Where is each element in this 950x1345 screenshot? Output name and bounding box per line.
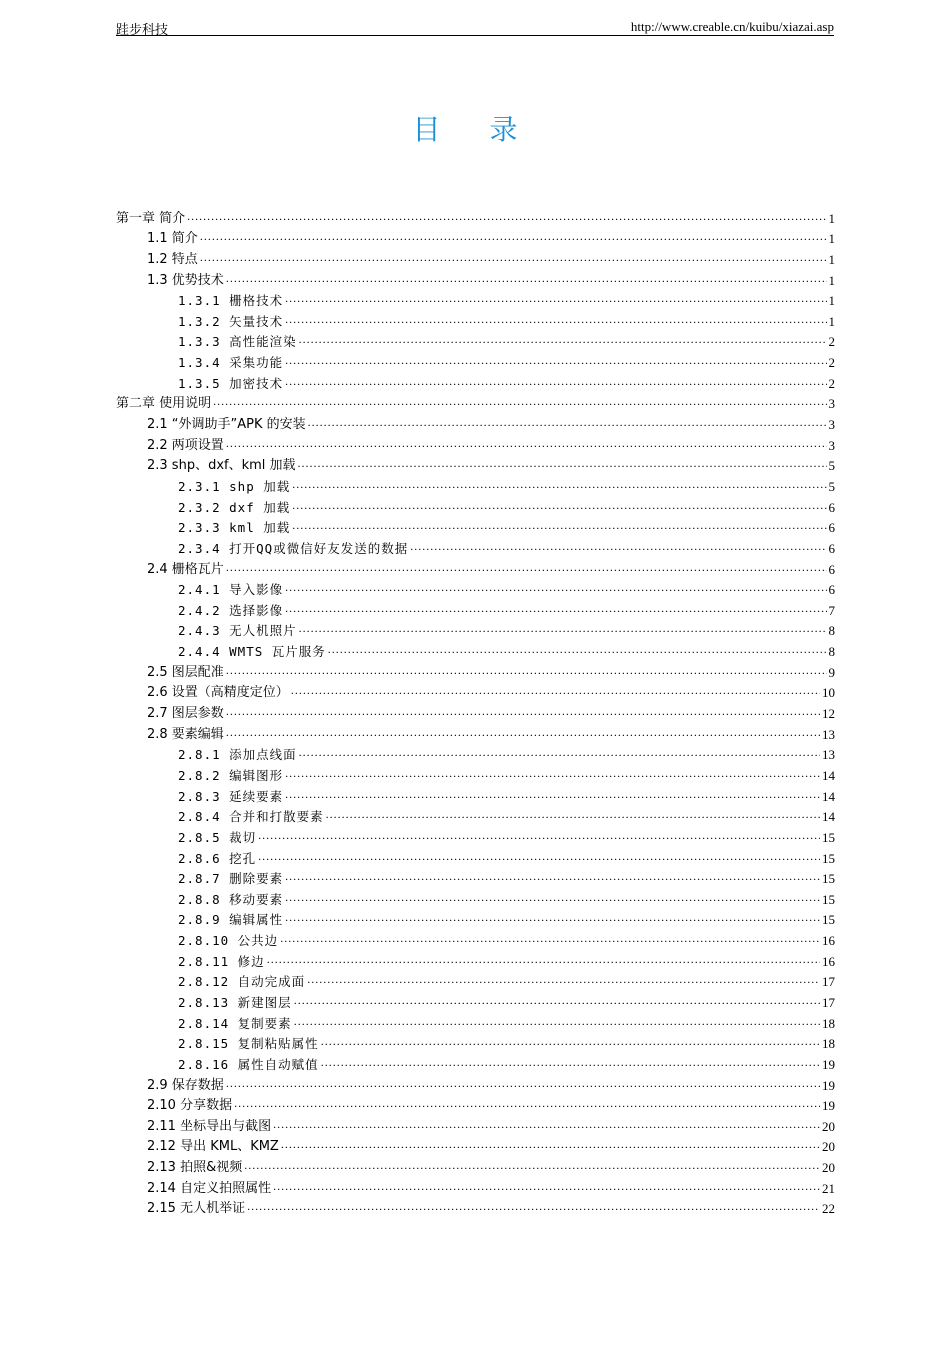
toc-entry-page: 2 bbox=[828, 355, 835, 371]
toc-entry[interactable] bbox=[116, 413, 835, 434]
toc-leader-dots bbox=[285, 908, 820, 926]
toc-entry-page: 15 bbox=[822, 829, 835, 845]
toc-entry[interactable] bbox=[116, 888, 835, 909]
toc-entry-label: 2.8.9 编辑属性 bbox=[178, 912, 284, 928]
toc-entry[interactable] bbox=[116, 1156, 835, 1177]
toc-entry-label: 2.14 自定义拍照属性 bbox=[147, 1180, 272, 1196]
toc-entry-page: 6 bbox=[828, 561, 835, 577]
toc-entry-label: 1.1 简介 bbox=[147, 231, 198, 247]
toc-entry[interactable] bbox=[116, 558, 835, 579]
toc-leader-dots bbox=[299, 330, 827, 348]
toc-entry[interactable] bbox=[116, 620, 835, 641]
toc-entry-label: 2.4.3 无人机照片 bbox=[178, 623, 297, 639]
toc-entry-page: 17 bbox=[822, 974, 835, 990]
toc-entry-page: 1 bbox=[828, 272, 835, 288]
toc-entry[interactable] bbox=[116, 1053, 835, 1074]
toc-entry-page: 1 bbox=[828, 251, 835, 267]
toc-entry-page: 1 bbox=[828, 313, 835, 329]
toc-entry-label: 2.3.3 kml 加载 bbox=[178, 520, 291, 536]
toc-entry-page: 10 bbox=[822, 685, 835, 701]
toc-entry-page: 6 bbox=[828, 540, 835, 556]
toc-entry-label: 2.8.8 移动要素 bbox=[178, 891, 284, 907]
toc-leader-dots bbox=[299, 619, 827, 637]
toc-entry-label: 2.8.10 公共边 bbox=[178, 933, 279, 949]
toc-entry-page: 19 bbox=[822, 1098, 835, 1114]
toc-entry[interactable] bbox=[116, 640, 835, 661]
toc-entry-label: 2.3.2 dxf 加载 bbox=[178, 499, 291, 515]
toc-entry-label: 2.3 shp、dxf、kml 加载 bbox=[147, 458, 296, 474]
toc-entry[interactable] bbox=[116, 682, 835, 703]
toc-entry-page: 12 bbox=[822, 706, 835, 722]
toc-entry-page: 6 bbox=[828, 582, 835, 598]
toc-entry-label: 2.2 两项设置 bbox=[147, 437, 224, 453]
toc-entry-label: 1.3.5 加密技术 bbox=[178, 375, 284, 391]
toc-entry[interactable] bbox=[116, 1115, 835, 1136]
toc-entry-label: 2.8.1 添加点线面 bbox=[178, 747, 297, 763]
toc-leader-dots bbox=[292, 496, 826, 514]
toc-leader-dots bbox=[285, 764, 820, 782]
toc-entry-label: 2.8.2 编辑图形 bbox=[178, 767, 284, 783]
toc-entry-label: 2.12 导出 KML、KMZ bbox=[147, 1139, 279, 1155]
toc-entry-label: 1.3.1 栅格技术 bbox=[178, 293, 284, 309]
toc-entry-label: 2.3.1 shp 加载 bbox=[178, 478, 291, 494]
toc-entry[interactable] bbox=[116, 372, 835, 393]
toc-leader-dots bbox=[285, 867, 820, 885]
toc-leader-dots bbox=[285, 289, 826, 307]
toc-entry-page: 14 bbox=[822, 767, 835, 783]
toc-leader-dots bbox=[285, 599, 826, 617]
toc-entry[interactable] bbox=[116, 290, 835, 311]
toc-entry-page: 20 bbox=[822, 1160, 835, 1176]
toc-leader-dots bbox=[200, 227, 827, 245]
toc-entry-label: 2.13 拍照&视频 bbox=[147, 1160, 243, 1176]
toc-entry[interactable] bbox=[116, 517, 835, 538]
toc-entry-page: 1 bbox=[828, 293, 835, 309]
toc-entry[interactable] bbox=[116, 475, 835, 496]
header-url[interactable]: http://www.creable.cn/kuibu/xiazai.asp bbox=[630, 19, 834, 34]
toc-entry-page: 20 bbox=[822, 1118, 835, 1134]
toc-leader-dots bbox=[226, 661, 827, 679]
toc-entry-label: 1.2 特点 bbox=[147, 251, 198, 267]
toc-entry[interactable] bbox=[116, 1136, 835, 1157]
toc-leader-dots bbox=[187, 207, 826, 225]
toc-entry[interactable] bbox=[116, 744, 835, 765]
toc-entry-label: 1.3.4 采集功能 bbox=[178, 355, 284, 371]
toc-entry-page: 8 bbox=[828, 644, 835, 660]
toc-entry[interactable] bbox=[116, 537, 835, 558]
toc-entry[interactable] bbox=[116, 269, 835, 290]
toc-entry-label: 2.8.6 挖孔 bbox=[178, 850, 257, 866]
toc-entry[interactable] bbox=[116, 331, 835, 352]
toc-entry-label: 1.3 优势技术 bbox=[147, 272, 224, 288]
toc-leader-dots bbox=[285, 888, 820, 906]
toc-entry-page: 14 bbox=[822, 788, 835, 804]
toc-leader-dots bbox=[273, 1177, 820, 1195]
toc-entry[interactable] bbox=[116, 785, 835, 806]
toc-leader-dots bbox=[200, 248, 827, 266]
toc-entry-page: 2 bbox=[828, 375, 835, 391]
toc-entry-page: 15 bbox=[822, 871, 835, 887]
toc-leader-dots bbox=[410, 537, 826, 555]
toc-entry-page: 20 bbox=[822, 1139, 835, 1155]
toc-entry-page: 15 bbox=[822, 891, 835, 907]
toc-entry-page: 1 bbox=[828, 231, 835, 247]
toc-leader-dots bbox=[285, 785, 820, 803]
toc-leader-dots bbox=[285, 310, 826, 328]
toc-entry[interactable] bbox=[116, 847, 835, 868]
toc-entry[interactable] bbox=[116, 806, 835, 827]
toc-entry-label: 2.8.4 合并和打散要素 bbox=[178, 809, 324, 825]
toc-entry-label: 2.3.4 打开QQ或微信好友发送的数据 bbox=[178, 540, 409, 556]
toc-leader-dots bbox=[226, 558, 827, 576]
toc-entry[interactable] bbox=[116, 868, 835, 889]
toc-entry-page: 15 bbox=[822, 850, 835, 866]
toc-leader-dots bbox=[226, 1074, 820, 1092]
toc-entry[interactable] bbox=[116, 909, 835, 930]
toc-leader-dots bbox=[294, 1012, 820, 1030]
toc-entry-label: 2.8.3 延续要素 bbox=[178, 788, 284, 804]
toc-entry[interactable] bbox=[116, 971, 835, 992]
toc-entry[interactable] bbox=[116, 455, 835, 476]
toc-entry[interactable] bbox=[116, 723, 835, 744]
toc-entry-label: 第一章 简介 bbox=[116, 210, 186, 226]
toc-entry-label: 2.4.1 导入影像 bbox=[178, 582, 284, 598]
toc-entry-label: 1.3.2 矢量技术 bbox=[178, 313, 284, 329]
toc-leader-dots bbox=[244, 1156, 820, 1174]
toc-leader-dots bbox=[307, 970, 820, 988]
toc-entry-page: 14 bbox=[822, 809, 835, 825]
toc-leader-dots bbox=[294, 991, 820, 1009]
toc-entry[interactable] bbox=[116, 351, 835, 372]
toc-leader-dots bbox=[213, 392, 826, 410]
toc-entry[interactable] bbox=[116, 950, 835, 971]
toc-entry-page: 21 bbox=[822, 1180, 835, 1196]
toc-leader-dots bbox=[308, 413, 827, 431]
toc-leader-dots bbox=[234, 1094, 820, 1112]
toc-entry-label: 2.8.5 裁切 bbox=[178, 829, 257, 845]
toc-entry[interactable] bbox=[116, 991, 835, 1012]
toc-leader-dots bbox=[280, 929, 820, 947]
toc-entry-label: 2.4 栅格瓦片 bbox=[147, 561, 224, 577]
toc-entry[interactable] bbox=[116, 1095, 835, 1116]
toc-entry[interactable] bbox=[116, 599, 835, 620]
toc-leader-dots bbox=[273, 1115, 820, 1133]
toc-entry[interactable] bbox=[116, 764, 835, 785]
toc-leader-dots bbox=[285, 578, 826, 596]
toc-entry-page: 18 bbox=[822, 1015, 835, 1031]
toc-entry-page: 2 bbox=[828, 334, 835, 350]
toc-entry-page: 3 bbox=[828, 437, 835, 453]
toc-entry-label: 2.8.12 自动完成面 bbox=[178, 974, 306, 990]
toc-entry-label: 2.8.16 属性自动赋值 bbox=[178, 1056, 319, 1072]
toc-entry-page: 6 bbox=[828, 499, 835, 515]
toc-entry-page: 16 bbox=[822, 933, 835, 949]
toc-leader-dots bbox=[321, 1053, 820, 1071]
toc-leader-dots bbox=[258, 847, 820, 865]
toc-entry-label: 2.8.14 复制要素 bbox=[178, 1015, 292, 1031]
toc-entry-label: 2.8.11 修边 bbox=[178, 953, 265, 969]
toc-entry-page: 8 bbox=[828, 623, 835, 639]
toc-entry-page: 13 bbox=[822, 747, 835, 763]
toc-leader-dots bbox=[321, 1032, 820, 1050]
toc-leader-dots bbox=[299, 743, 820, 761]
toc-leader-dots bbox=[226, 434, 827, 452]
toc-entry[interactable] bbox=[116, 1177, 835, 1198]
toc-entry-page: 3 bbox=[828, 417, 835, 433]
toc-leader-dots bbox=[285, 351, 826, 369]
toc-entry-label: 2.11 坐标导出与截图 bbox=[147, 1118, 272, 1134]
toc-entry-label: 第二章 使用说明 bbox=[116, 396, 212, 412]
toc-entry-page: 13 bbox=[822, 726, 835, 742]
toc-entry-label: 2.8.7 删除要素 bbox=[178, 871, 284, 887]
toc-entry-label: 2.6 设置（高精度定位） bbox=[147, 685, 289, 701]
toc-entry-label: 2.10 分享数据 bbox=[147, 1098, 233, 1114]
toc-entry-label: 1.3.3 高性能渲染 bbox=[178, 334, 297, 350]
toc-entry-page: 19 bbox=[822, 1077, 835, 1093]
toc-leader-dots bbox=[226, 723, 820, 741]
toc-entry-page: 16 bbox=[822, 953, 835, 969]
toc-leader-dots bbox=[281, 1135, 820, 1153]
toc-entry-label: 2.8 要素编辑 bbox=[147, 726, 224, 742]
toc-entry-page: 9 bbox=[828, 664, 835, 680]
toc-leader-dots bbox=[292, 475, 826, 493]
toc-leader-dots bbox=[226, 269, 827, 287]
toc-entry-page: 3 bbox=[828, 396, 835, 412]
toc-entry[interactable] bbox=[116, 929, 835, 950]
toc-entry[interactable] bbox=[116, 228, 835, 249]
toc-leader-dots bbox=[328, 640, 827, 658]
toc-entry-label: 2.5 图层配准 bbox=[147, 664, 224, 680]
toc-entry-label: 2.7 图层参数 bbox=[147, 706, 224, 722]
toc-entry[interactable] bbox=[116, 434, 835, 455]
toc-entry[interactable] bbox=[116, 248, 835, 269]
toc-entry-page: 22 bbox=[822, 1201, 835, 1217]
toc-entry[interactable] bbox=[116, 1198, 835, 1219]
toc-entry[interactable] bbox=[116, 1033, 835, 1054]
page-header bbox=[116, 18, 834, 36]
toc-entry-label: 2.4.2 选择影像 bbox=[178, 602, 284, 618]
toc-leader-dots bbox=[291, 681, 820, 699]
toc-leader-dots bbox=[226, 702, 820, 720]
toc-entry[interactable] bbox=[116, 1074, 835, 1095]
toc-entry[interactable] bbox=[116, 661, 835, 682]
toc-entry[interactable] bbox=[116, 1012, 835, 1033]
toc-entry[interactable] bbox=[116, 496, 835, 517]
toc-entry[interactable] bbox=[116, 393, 835, 414]
toc-leader-dots bbox=[298, 454, 827, 472]
toc-leader-dots bbox=[247, 1197, 820, 1215]
toc-entry[interactable] bbox=[116, 207, 835, 228]
toc-leader-dots bbox=[285, 372, 826, 390]
toc-entry[interactable] bbox=[116, 310, 835, 331]
toc-entry[interactable] bbox=[116, 579, 835, 600]
toc-leader-dots bbox=[292, 516, 826, 534]
toc-entry-label: 2.8.13 新建图层 bbox=[178, 994, 292, 1010]
toc-entry-label: 2.4.4 WMTS 瓦片服务 bbox=[178, 644, 326, 660]
header-company: 跬步科技 bbox=[116, 23, 169, 38]
toc-leader-dots bbox=[267, 950, 820, 968]
toc-title: 目 录 bbox=[412, 113, 538, 146]
toc-entry[interactable] bbox=[116, 826, 835, 847]
toc-entry-label: 2.8.15 复制粘贴属性 bbox=[178, 1036, 319, 1052]
toc-entry-label: 2.1 “外调助手”APK 的安装 bbox=[147, 417, 306, 433]
toc-entry-page: 19 bbox=[822, 1056, 835, 1072]
toc-entry-page: 18 bbox=[822, 1036, 835, 1052]
table-of-contents bbox=[116, 207, 835, 1218]
toc-entry-label: 2.15 无人机举证 bbox=[147, 1201, 246, 1217]
toc-entry-page: 5 bbox=[828, 478, 835, 494]
toc-entry-page: 7 bbox=[828, 602, 835, 618]
toc-leader-dots bbox=[326, 805, 820, 823]
toc-entry[interactable] bbox=[116, 702, 835, 723]
toc-leader-dots bbox=[258, 826, 820, 844]
toc-entry-page: 5 bbox=[828, 458, 835, 474]
toc-entry-page: 15 bbox=[822, 912, 835, 928]
toc-entry-label: 2.9 保存数据 bbox=[147, 1077, 224, 1093]
toc-entry-page: 17 bbox=[822, 994, 835, 1010]
toc-entry-page: 1 bbox=[828, 210, 835, 226]
toc-entry-page: 6 bbox=[828, 520, 835, 536]
